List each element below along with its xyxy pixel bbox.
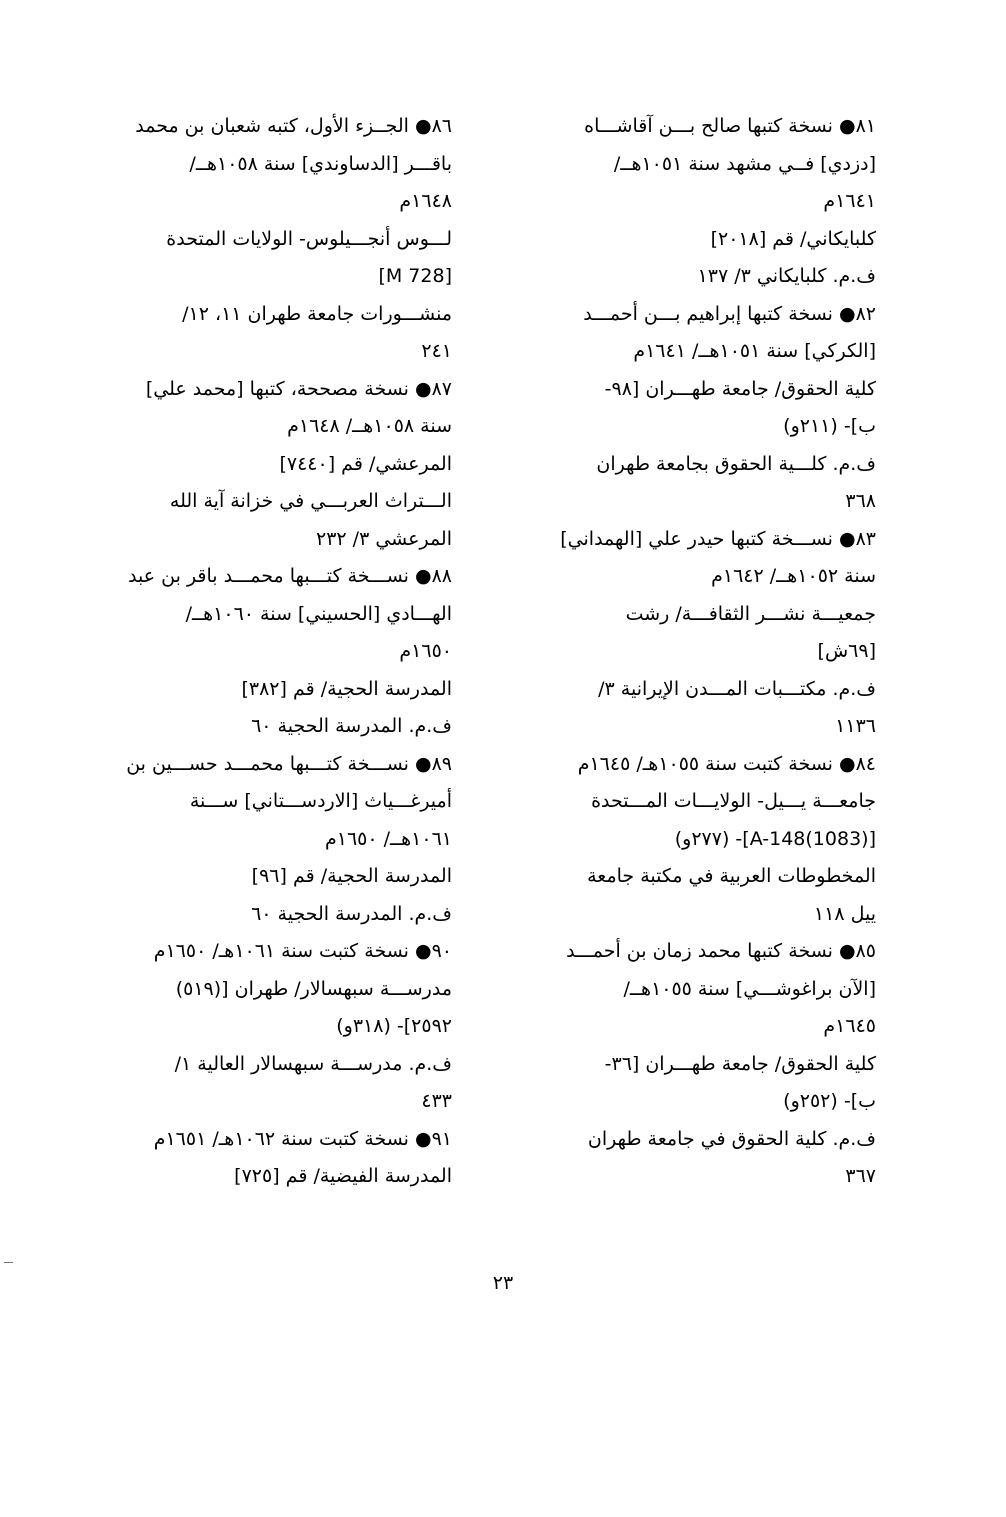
entry-detail-line: لـــوس أنجـــيلوس- الولايات المتحدة: [166, 227, 452, 250]
entry-detail-line: ١١٣٦: [835, 715, 876, 737]
entry-detail-line: [M 728]: [378, 265, 452, 287]
entry-detail-line: [A-148(1083)]- (٢٧٧و): [674, 827, 876, 850]
catalog-entry: [152, 933, 452, 1121]
entry-detail-line: ١٠٦١هــ/ ١٦٥٠م: [324, 827, 452, 850]
catalog-entry: [546, 933, 876, 1196]
entry-heading-line: ٨٨● نســـخة كتـــبها محمـــد باقر بن عبد: [128, 565, 452, 587]
catalog-entry: [546, 521, 876, 746]
margin-mark: [4, 1262, 13, 1263]
entry-detail-line: منشـــورات جامعة طهران ١١، ١٢/: [182, 302, 452, 325]
catalog-entry: [546, 746, 876, 934]
entry-heading-line: ٨٧● نسخة مصححة، كتبها [محمد علي]: [145, 377, 452, 400]
entry-detail-line: جامعـــة يـــيل- الولايـــات المـــتحدة: [591, 790, 876, 812]
entry-heading-line: ٩١● نسخة كتبت سنة ١٠٦٢هـ/ ١٦٥١م: [153, 1127, 452, 1150]
entry-detail-line: ١٦٥٠م: [399, 640, 452, 662]
catalog-entry: [128, 558, 452, 746]
entry-heading-line: ٨٣● نســـخة كتبها حيدر علي [الهمداني]: [560, 527, 876, 550]
entry-detail-line: ١٦٤١م: [823, 190, 876, 212]
entry-detail-line: ف.م. كلية الحقوق في جامعة طهران: [587, 1127, 876, 1150]
entry-detail-line: ١٦٤٨م: [399, 190, 452, 212]
entry-detail-line: مدرســـة سبهسالار/ طهران [(٥١٩): [175, 977, 452, 1000]
catalog-entry: [546, 296, 876, 521]
entry-detail-line: [الكركي] سنة ١٠٥١هــ/ ١٦٤١م: [633, 340, 876, 362]
catalog-entry: [126, 746, 452, 934]
entry-detail-line: ف.م. المدرسة الحجية ٦٠: [251, 902, 452, 925]
entry-detail-line: كلبايكاني/ قم [٢٠١٨]: [710, 227, 876, 250]
entry-detail-line: المرعشي/ قم [٧٤٤٠]: [279, 452, 452, 475]
entry-detail-line: المخطوطات العربية في مكتبة جامعة: [587, 865, 876, 887]
entry-detail-line: ١٦٤٥م: [823, 1015, 876, 1037]
entry-detail-line: أميرغـــياث [الاردســـتاني] ســـنة: [189, 790, 452, 812]
entry-detail-line: ب]- (٢٥٢و): [783, 1090, 876, 1112]
entry-detail-line: سنة ١٠٥٨هــ/ ١٦٤٨م: [287, 415, 452, 437]
left-column: [126, 108, 452, 1196]
entry-detail-line: ٣٦٧: [845, 1165, 876, 1187]
entry-detail-line: المدرسة الحجية/ قم [٣٨٢]: [241, 677, 452, 700]
entry-heading-line: ٨٢● نسخة كتبها إبراهيم بـــن أحمـــد: [583, 302, 876, 325]
right-column: [546, 108, 876, 1196]
entry-detail-line: المدرسة الحجية/ قم [٩٦]: [251, 865, 452, 887]
catalog-entry: [145, 371, 452, 559]
entry-heading-line: ٨٥● نسخة كتبها محمد زمان بن أحمـــد: [566, 940, 876, 962]
entry-detail-line: ف.م. كلـــية الحقوق بجامعة طهران: [596, 452, 876, 475]
entry-detail-line: المدرسة الفيضية/ قم [٧٢٥]: [234, 1165, 452, 1187]
entry-detail-line: [الآن براغوشـــي] سنة ١٠٥٥هــ/: [623, 977, 876, 1000]
entry-detail-line: سنة ١٠٥٢هــ/ ١٦٤٢م: [711, 565, 876, 587]
catalog-entry: [546, 108, 876, 296]
entry-detail-line: ٢٤١: [421, 340, 452, 362]
catalog-entry: [135, 108, 452, 371]
entry-heading-line: ٨٦● الجــزء الأول، كتبه شعبان بن محمد: [135, 115, 452, 137]
entry-detail-line: ف.م. مدرســـة سبهسالار العالية ١/: [174, 1052, 452, 1075]
entry-detail-line: باقـــر [الدساوندي] سنة ١٠٥٨هــ/: [189, 152, 452, 175]
entry-heading-line: ٨٤● نسخة كتبت سنة ١٠٥٥هـ/ ١٦٤٥م: [577, 752, 876, 775]
entry-detail-line: ييل ١١٨: [813, 902, 876, 925]
entry-detail-line: ٣٦٨: [845, 490, 876, 512]
entry-detail-line: ٤٣٣: [421, 1090, 452, 1112]
entry-detail-line: جمعيـــة نشـــر الثقافـــة/ رشت: [625, 602, 876, 625]
entry-detail-line: ف.م. مكتـــبات المـــدن الإيرانية ٣/: [598, 677, 876, 700]
entry-detail-line: الـــتراث العربـــي في خزانة آية الله: [169, 490, 452, 512]
entry-detail-line: كلية الحقوق/ جامعة طهـــران [٩٨-: [604, 377, 876, 400]
entry-detail-line: ب]- (٢١١و): [783, 415, 876, 437]
entry-heading-line: ٨٩● نســـخة كتـــبها محمـــد حســـين بن: [126, 752, 452, 775]
entry-heading-line: ٨١● نسخة كتبها صالح بـــن آقاشـــاه: [584, 115, 876, 137]
entry-detail-line: [٦٩ش]: [817, 640, 876, 662]
catalog-entry: [152, 1121, 452, 1196]
entry-detail-line: [دزدي] فــي مشهد سنة ١٠٥١هــ/: [613, 152, 876, 175]
entry-detail-line: الهـــادي [الحسيني] سنة ١٠٦٠هــ/: [185, 602, 452, 625]
entry-detail-line: ف.م. كلبايكاني ٣/ ١٣٧: [697, 265, 876, 287]
entry-detail-line: كلية الحقوق/ جامعة طهـــران [٣٦-: [604, 1052, 876, 1075]
entry-heading-line: ٩٠● نسخة كتبت سنة ١٠٦١هـ/ ١٦٥٠م: [153, 940, 452, 962]
page-number: ٢٣: [492, 1272, 514, 1294]
entry-detail-line: المرعشي ٣/ ٢٣٢: [316, 527, 452, 550]
entry-detail-line: ف.م. المدرسة الحجية ٦٠: [251, 715, 452, 737]
entry-detail-line: ٢٥٩٢]- (٣١٨و): [336, 1015, 452, 1037]
